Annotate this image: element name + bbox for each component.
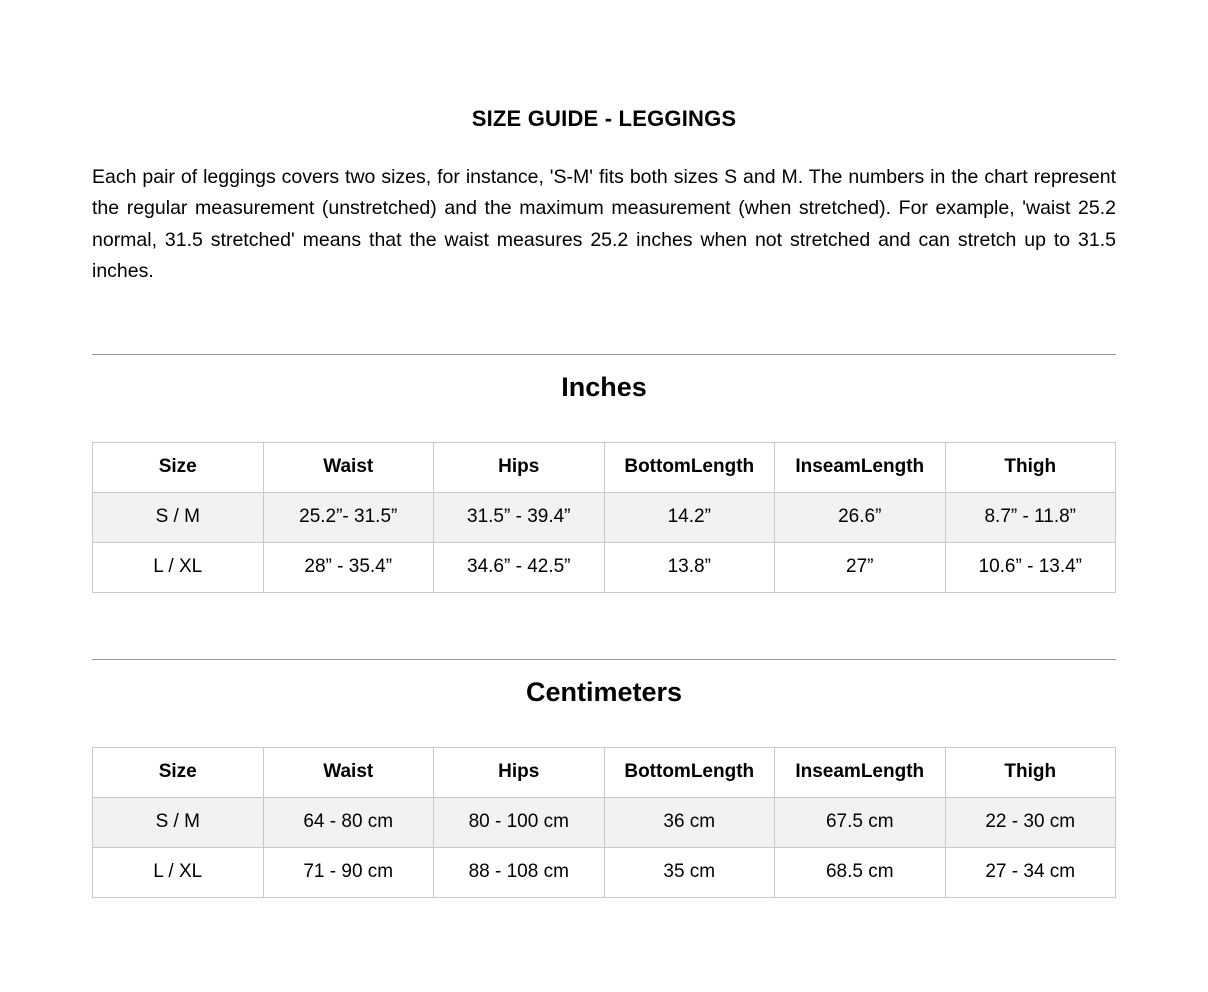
table-row-lxl [93,847,1116,897]
table-row-lxl [93,542,1116,592]
table-cell-bottomlength: 35 cm [604,847,775,897]
table-cell-waist: 71 - 90 cm [263,847,434,897]
column-header-inseamlength: InseamLength [775,442,946,492]
table-cell-hips: 88 - 108 cm [434,847,605,897]
centimeters-table [92,747,1116,898]
table-cell-bottomlength: 36 cm [604,797,775,847]
table-cell-waist: 28” - 35.4” [263,542,434,592]
table-row-sm [93,797,1116,847]
table-header-row [93,442,1116,492]
table-cell-hips: 34.6” - 42.5” [434,542,605,592]
table-cell-inseamlength: 68.5 cm [775,847,946,897]
section-divider-top-inches [92,354,1116,355]
column-header-waist: Waist [263,747,434,797]
table-cell-size: L / XL [93,542,264,592]
centimeters-table-body [93,797,1116,897]
column-header-waist: Waist [263,442,434,492]
table-cell-inseamlength: 26.6” [775,492,946,542]
table-cell-bottomlength: 14.2” [604,492,775,542]
table-cell-thigh: 8.7” - 11.8” [945,492,1116,542]
table-cell-hips: 31.5” - 39.4” [434,492,605,542]
table-row-sm [93,492,1116,542]
table-cell-inseamlength: 67.5 cm [775,797,946,847]
table-header-row [93,747,1116,797]
intro-paragraph: Each pair of leggings covers two sizes, for instance, 'S-M' fits both sizes S and M. The numbers in the chart represent the regular measurement (unstretched) and the maximum measurement (when stretched). For example, 'waist 25.2 normal, 31.5 stretched' means that the waist measures 25.2 inches when not stretched and can stretch up to 31.5 inches. [92,166,1116,283]
column-header-hips: Hips [434,747,605,797]
table-cell-waist: 25.2”- 31.5” [263,492,434,542]
column-header-thigh: Thigh [945,747,1116,797]
table-cell-size: S / M [93,797,264,847]
column-header-hips: Hips [434,442,605,492]
table-cell-thigh: 27 - 34 cm [945,847,1116,897]
table-cell-waist: 64 - 80 cm [263,797,434,847]
table-cell-hips: 80 - 100 cm [434,797,605,847]
inches-table [92,442,1116,593]
table-cell-size: S / M [93,492,264,542]
page-title: SIZE GUIDE - LEGGINGS [471,106,737,131]
column-header-size: Size [93,442,264,492]
column-header-bottomlength: BottomLength [604,747,775,797]
table-cell-thigh: 10.6” - 13.4” [945,542,1116,592]
table-cell-thigh: 22 - 30 cm [945,797,1116,847]
table-cell-size: L / XL [93,847,264,897]
size-guide-page [92,0,1116,898]
column-header-inseamlength: InseamLength [775,747,946,797]
column-header-thigh: Thigh [945,442,1116,492]
section-heading-centimeters: Centimeters [525,676,683,707]
inches-table-head [93,442,1116,492]
column-header-size: Size [93,747,264,797]
section-divider-top-centimeters [92,659,1116,660]
table-cell-bottomlength: 13.8” [604,542,775,592]
column-header-bottomlength: BottomLength [604,442,775,492]
centimeters-table-head [93,747,1116,797]
inches-table-body [93,492,1116,592]
section-heading-inches: Inches [561,371,647,402]
table-cell-inseamlength: 27” [775,542,946,592]
